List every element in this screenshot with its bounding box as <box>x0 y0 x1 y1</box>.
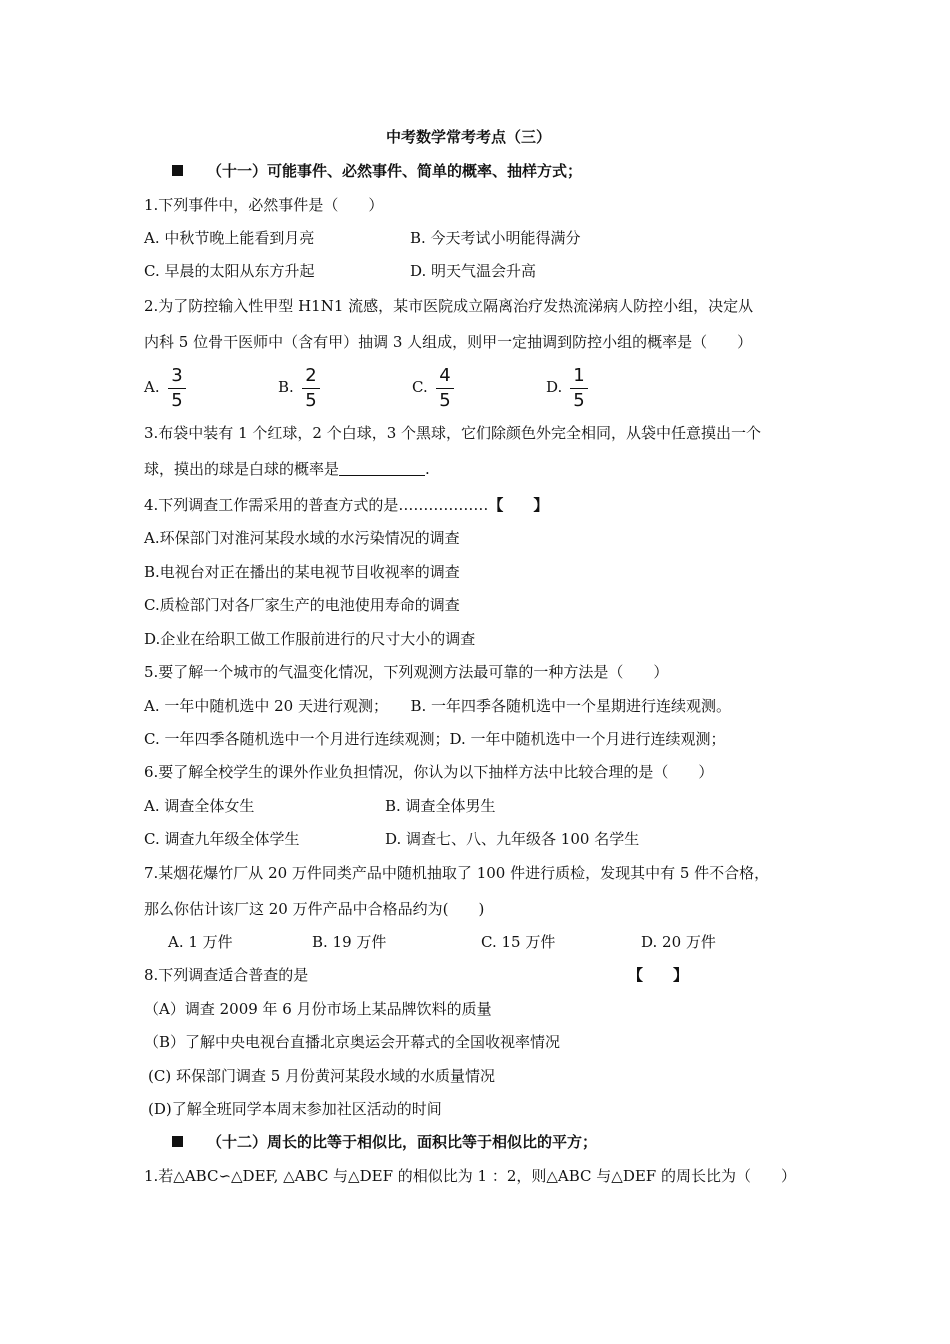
q8-answer-bracket: 【 】 <box>628 966 689 984</box>
fraction-denominator: 5 <box>439 390 451 411</box>
fraction-bar <box>436 388 454 389</box>
q3-line-2 <box>144 459 430 479</box>
fraction-numerator: 3 <box>171 365 183 386</box>
q1-stem: 1.下列事件中，必然事件是（ ） <box>144 196 384 214</box>
q4-option-c: C.质检部门对各厂家生产的电池使用寿命的调查 <box>144 596 460 614</box>
q2-option-c-label: C. <box>412 378 428 396</box>
q7-option-d: D. 20 万件 <box>641 933 716 951</box>
q6-option-a: A. 调查全体女生 <box>144 797 255 815</box>
q3-line-2-period: . <box>425 460 430 478</box>
q2-line-1: 2.为了防控输入性甲型 H1N1 流感，某市医院成立隔离治疗发热流涕病人防控小组，决定从 <box>144 297 754 315</box>
fraction-bar <box>570 388 588 389</box>
fraction-denominator: 5 <box>573 390 585 411</box>
q7-line-2: 那么你估计该厂这 20 万件产品中合格品约为( ) <box>144 900 485 918</box>
q2-option-a-label: A. <box>144 378 160 396</box>
q2-option-d-label: D. <box>546 378 563 396</box>
q3-line-1: 3.布袋中装有 1 个红球，2 个白球，3 个黑球，它们除颜色外完全相同，从袋中任意摸出一个 <box>144 424 762 442</box>
answer-blank <box>339 461 425 476</box>
section-12-q1: 1.若△ABC∽△DEF, △ABC 与△DEF 的相似比为 1 ：2，则△ABC 与△DEF 的周长比为（ ） <box>144 1167 796 1185</box>
section-12-text: （十二）周长的比等于相似比，面积比等于相似比的平方； <box>207 1133 598 1151</box>
fraction-numerator: 2 <box>305 365 317 386</box>
q6-option-d: D. 调查七、八、九年级各 100 名学生 <box>385 830 640 848</box>
black-square-bullet-icon <box>172 1136 183 1147</box>
q6-stem: 6.要了解全校学生的课外作业负担情况，你认为以下抽样方法中比较合理的是（ ） <box>144 763 714 781</box>
answer-bracket: 【 】 <box>488 496 549 514</box>
q5-stem: 5.要了解一个城市的气温变化情况，下列观测方法最可靠的一种方法是（ ） <box>144 663 669 681</box>
page-title: 中考数学常考考点（三） <box>386 128 552 146</box>
q4-option-a: A.环保部门对淮河某段水域的水污染情况的调查 <box>144 529 460 547</box>
fraction-numerator: 1 <box>573 365 585 386</box>
q5-options-ab: A. 一年中随机选中 20 天进行观测； B. 一年四季各随机选中一个星期进行连续观测。 <box>144 697 732 715</box>
q7-option-a: A. 1 万件 <box>168 933 233 951</box>
q1-option-c: C. 早晨的太阳从东方升起 <box>144 262 315 280</box>
q8-option-c: (C) 环保部门调查 5 月份黄河某段水域的水质量情况 <box>148 1067 496 1085</box>
q4-stem <box>144 495 548 515</box>
q4-stem-text: 4.下列调查工作需采用的普查方式的是……………… <box>144 496 489 514</box>
q8-stem: 8.下列调查适合普查的是 <box>144 966 309 984</box>
q4-option-b: B.电视台对正在播出的某电视节目收视率的调查 <box>144 563 460 581</box>
q7-option-b: B. 19 万件 <box>312 933 387 951</box>
q2-option-b-label: B. <box>278 378 294 396</box>
q4-option-d: D.企业在给职工做工作服前进行的尺寸大小的调查 <box>144 630 476 648</box>
q7-option-c: C. 15 万件 <box>481 933 556 951</box>
q6-option-c: C. 调查九年级全体学生 <box>144 830 300 848</box>
fraction-bar <box>302 388 320 389</box>
q2-option-c-fraction <box>436 365 454 412</box>
q6-option-b: B. 调查全体男生 <box>385 797 496 815</box>
section-11-text: （十一）可能事件、必然事件、简单的概率、抽样方式； <box>207 162 583 180</box>
fraction-denominator: 5 <box>171 390 183 411</box>
q5-options-cd: C. 一年四季各随机选中一个月进行连续观测；D. 一年中随机选中一个月进行连续观测； <box>144 730 726 748</box>
q8-option-d: (D)了解全班同学本周末参加社区活动的时间 <box>148 1100 442 1118</box>
q2-option-a-fraction <box>168 365 186 412</box>
q1-option-b: B. 今天考试小明能得满分 <box>410 229 581 247</box>
q3-line-2-text: 球，摸出的球是白球的概率是 <box>144 460 340 478</box>
fraction-numerator: 4 <box>439 365 451 386</box>
section-heading-12 <box>172 1132 597 1152</box>
q2-line-2: 内科 5 位骨干医师中（含有甲）抽调 3 人组成，则甲一定抽调到防控小组的概率是（ ） <box>144 333 753 351</box>
fraction-denominator: 5 <box>305 390 317 411</box>
black-square-bullet-icon <box>172 165 183 176</box>
fraction-bar <box>168 388 186 389</box>
q2-option-d-fraction <box>570 365 588 412</box>
q1-option-a: A. 中秋节晚上能看到月亮 <box>144 229 315 247</box>
q7-line-1: 7.某烟花爆竹厂从 20 万件同类产品中随机抽取了 100 件进行质检，发现其中有 5 件不合格， <box>144 864 770 882</box>
q2-option-b-fraction <box>302 365 320 412</box>
section-heading-11 <box>172 161 582 181</box>
q8-option-a: （A）调查 2009 年 6 月份市场上某品牌饮料的质量 <box>144 1000 492 1018</box>
q8-option-b: （B）了解中央电视台直播北京奥运会开幕式的全国收视率情况 <box>144 1033 561 1051</box>
q1-option-d: D. 明天气温会升高 <box>410 262 537 280</box>
